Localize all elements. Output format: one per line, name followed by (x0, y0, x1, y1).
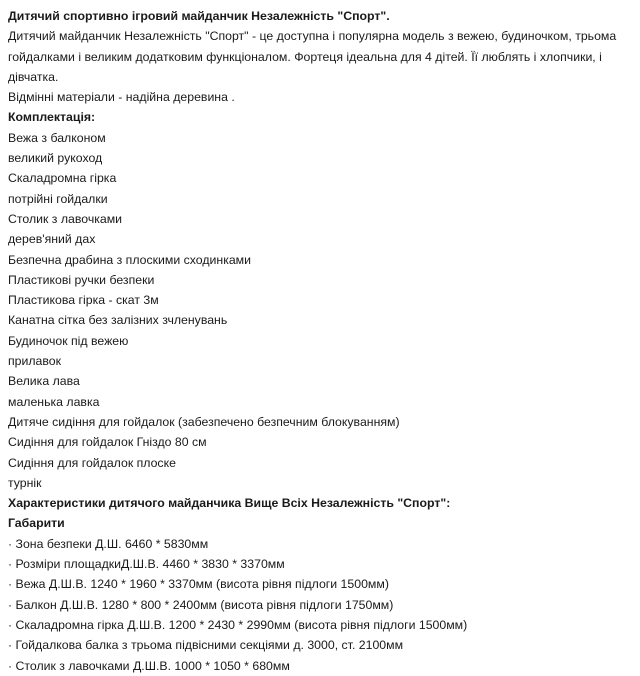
list-item: великий рукоход (8, 151, 103, 166)
list-item: прилавок (8, 354, 61, 369)
list-item: · Зона безпеки Д.Ш. 6460 * 5830мм (8, 536, 209, 551)
document-title: Дитячий спортивно ігровий майданчик Незалежність "Спорт". (8, 9, 390, 23)
list-item: Сидіння для гойдалок Гніздо 80 см (8, 435, 207, 450)
list-item: Велика лава (8, 374, 80, 389)
list-item: Дитяче сидіння для гойдалок (забезпечено безпечним блокуванням) (8, 414, 400, 429)
specs-heading: Характеристики дитячого майданчика Вище Всіх Незалежність "Спорт": (8, 496, 451, 511)
materials-note: Відмінні матеріали - надійна деревина . (8, 90, 235, 105)
list-item: · Вежа Д.Ш.В. 1240 * 1960 * 3370мм (висота рівня підлоги 1500мм) (8, 577, 389, 592)
list-item: Скаладромна гірка (8, 171, 117, 186)
equipment-heading: Комплектація: (8, 110, 96, 125)
dimensions-list (8, 534, 632, 676)
intro-paragraph: Дитячий майданчик Незалежність "Спорт" - це доступна і популярна модель з вежею, будиночком, трьома гойдалками і великим додатковим функціоналом. Фортеця ідеальна для 4 дітей. Її люблять і хлопчики, і дівчатка. (8, 29, 617, 84)
list-item: · Розміри площадкиД.Ш.В. 4460 * 3830 * 3370мм (8, 557, 285, 572)
list-item: · Гойдалкова балка з трьома підвісними секціями д. 3000, ст. 2100мм (8, 638, 404, 653)
list-item: потрійні гойдалки (8, 191, 108, 206)
list-item: дерев'яний дах (8, 232, 96, 247)
list-item: · Балкон Д.Ш.В. 1280 * 800 * 2400мм (висота рівня підлоги 1750мм) (8, 597, 394, 612)
list-item: турнік (8, 475, 42, 490)
list-item: · Столик з лавочками Д.Ш.В. 1000 * 1050 * 680мм (8, 658, 290, 673)
list-item: Будиночок під вежею (8, 333, 129, 348)
list-item: Столик з лавочками (8, 211, 123, 226)
list-item: Вежа з балконом (8, 130, 106, 145)
list-item: Канатна сітка без залізних зчленувань (8, 313, 228, 328)
equipment-list (8, 128, 632, 493)
list-item: маленька лавка (8, 394, 100, 409)
list-item: Пластикова гірка - скат 3м (8, 293, 159, 308)
list-item: Безпечна драбина з плоскими сходинками (8, 252, 252, 267)
list-item: Сидіння для гойдалок плоске (8, 455, 176, 470)
list-item: Пластикові ручки безпеки (8, 272, 155, 287)
list-item: · Скаладромна гірка Д.Ш.В. 1200 * 2430 * 2990мм (висота рівня підлоги 1500мм) (8, 617, 468, 632)
dimensions-heading: Габарити (8, 516, 65, 531)
